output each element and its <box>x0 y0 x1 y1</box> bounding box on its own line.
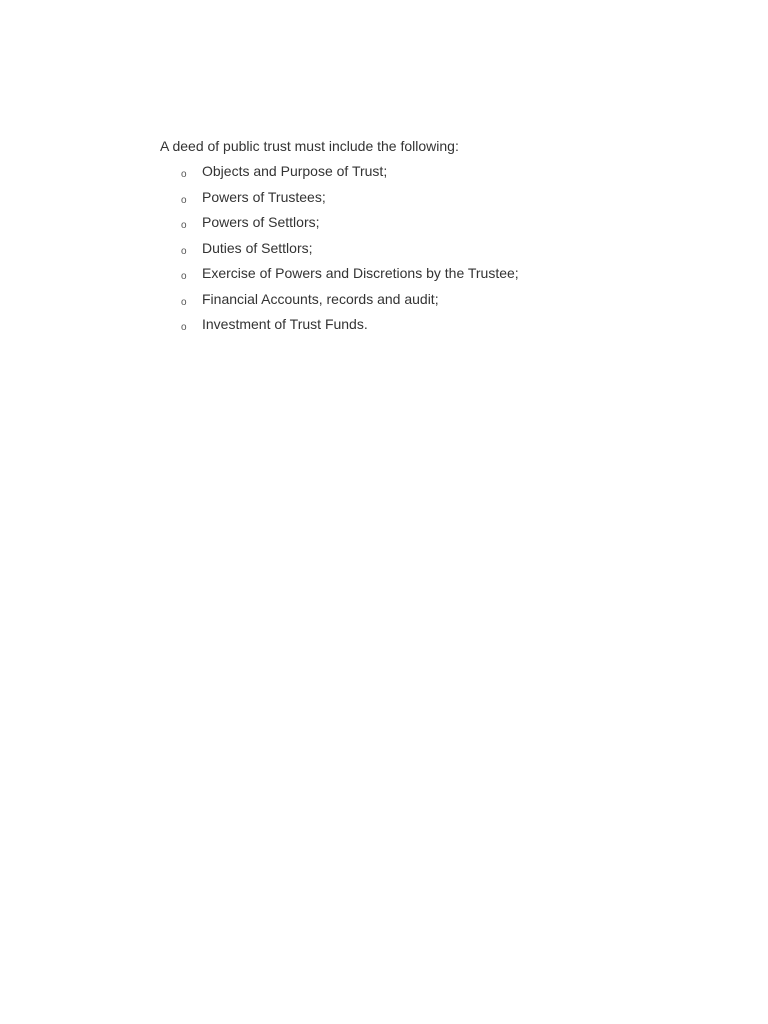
circle-bullet-icon: o <box>181 271 187 282</box>
circle-bullet-icon: o <box>181 245 187 257</box>
intro-paragraph: A deed of public trust must include the following: <box>160 138 459 154</box>
circle-bullet-icon: o <box>181 296 187 308</box>
circle-bullet-icon: o <box>181 194 187 206</box>
circle-bullet-icon: o <box>181 322 187 333</box>
list-item-text: Objects and Purpose of Trust; <box>202 163 388 179</box>
list-item-text: Investment of Trust Funds. <box>202 316 368 332</box>
list-item-text: Duties of Settlors; <box>202 239 313 256</box>
list-item-text: Financial Accounts, records and audit; <box>202 290 439 307</box>
list-item-text: Powers of Settlors; <box>202 214 320 230</box>
circle-bullet-icon: o <box>181 220 187 231</box>
circle-bullet-icon: o <box>181 169 187 180</box>
list-item-text: Exercise of Powers and Discretions by the Trustee; <box>202 265 519 281</box>
list-item-text: Powers of Trustees; <box>202 188 326 205</box>
